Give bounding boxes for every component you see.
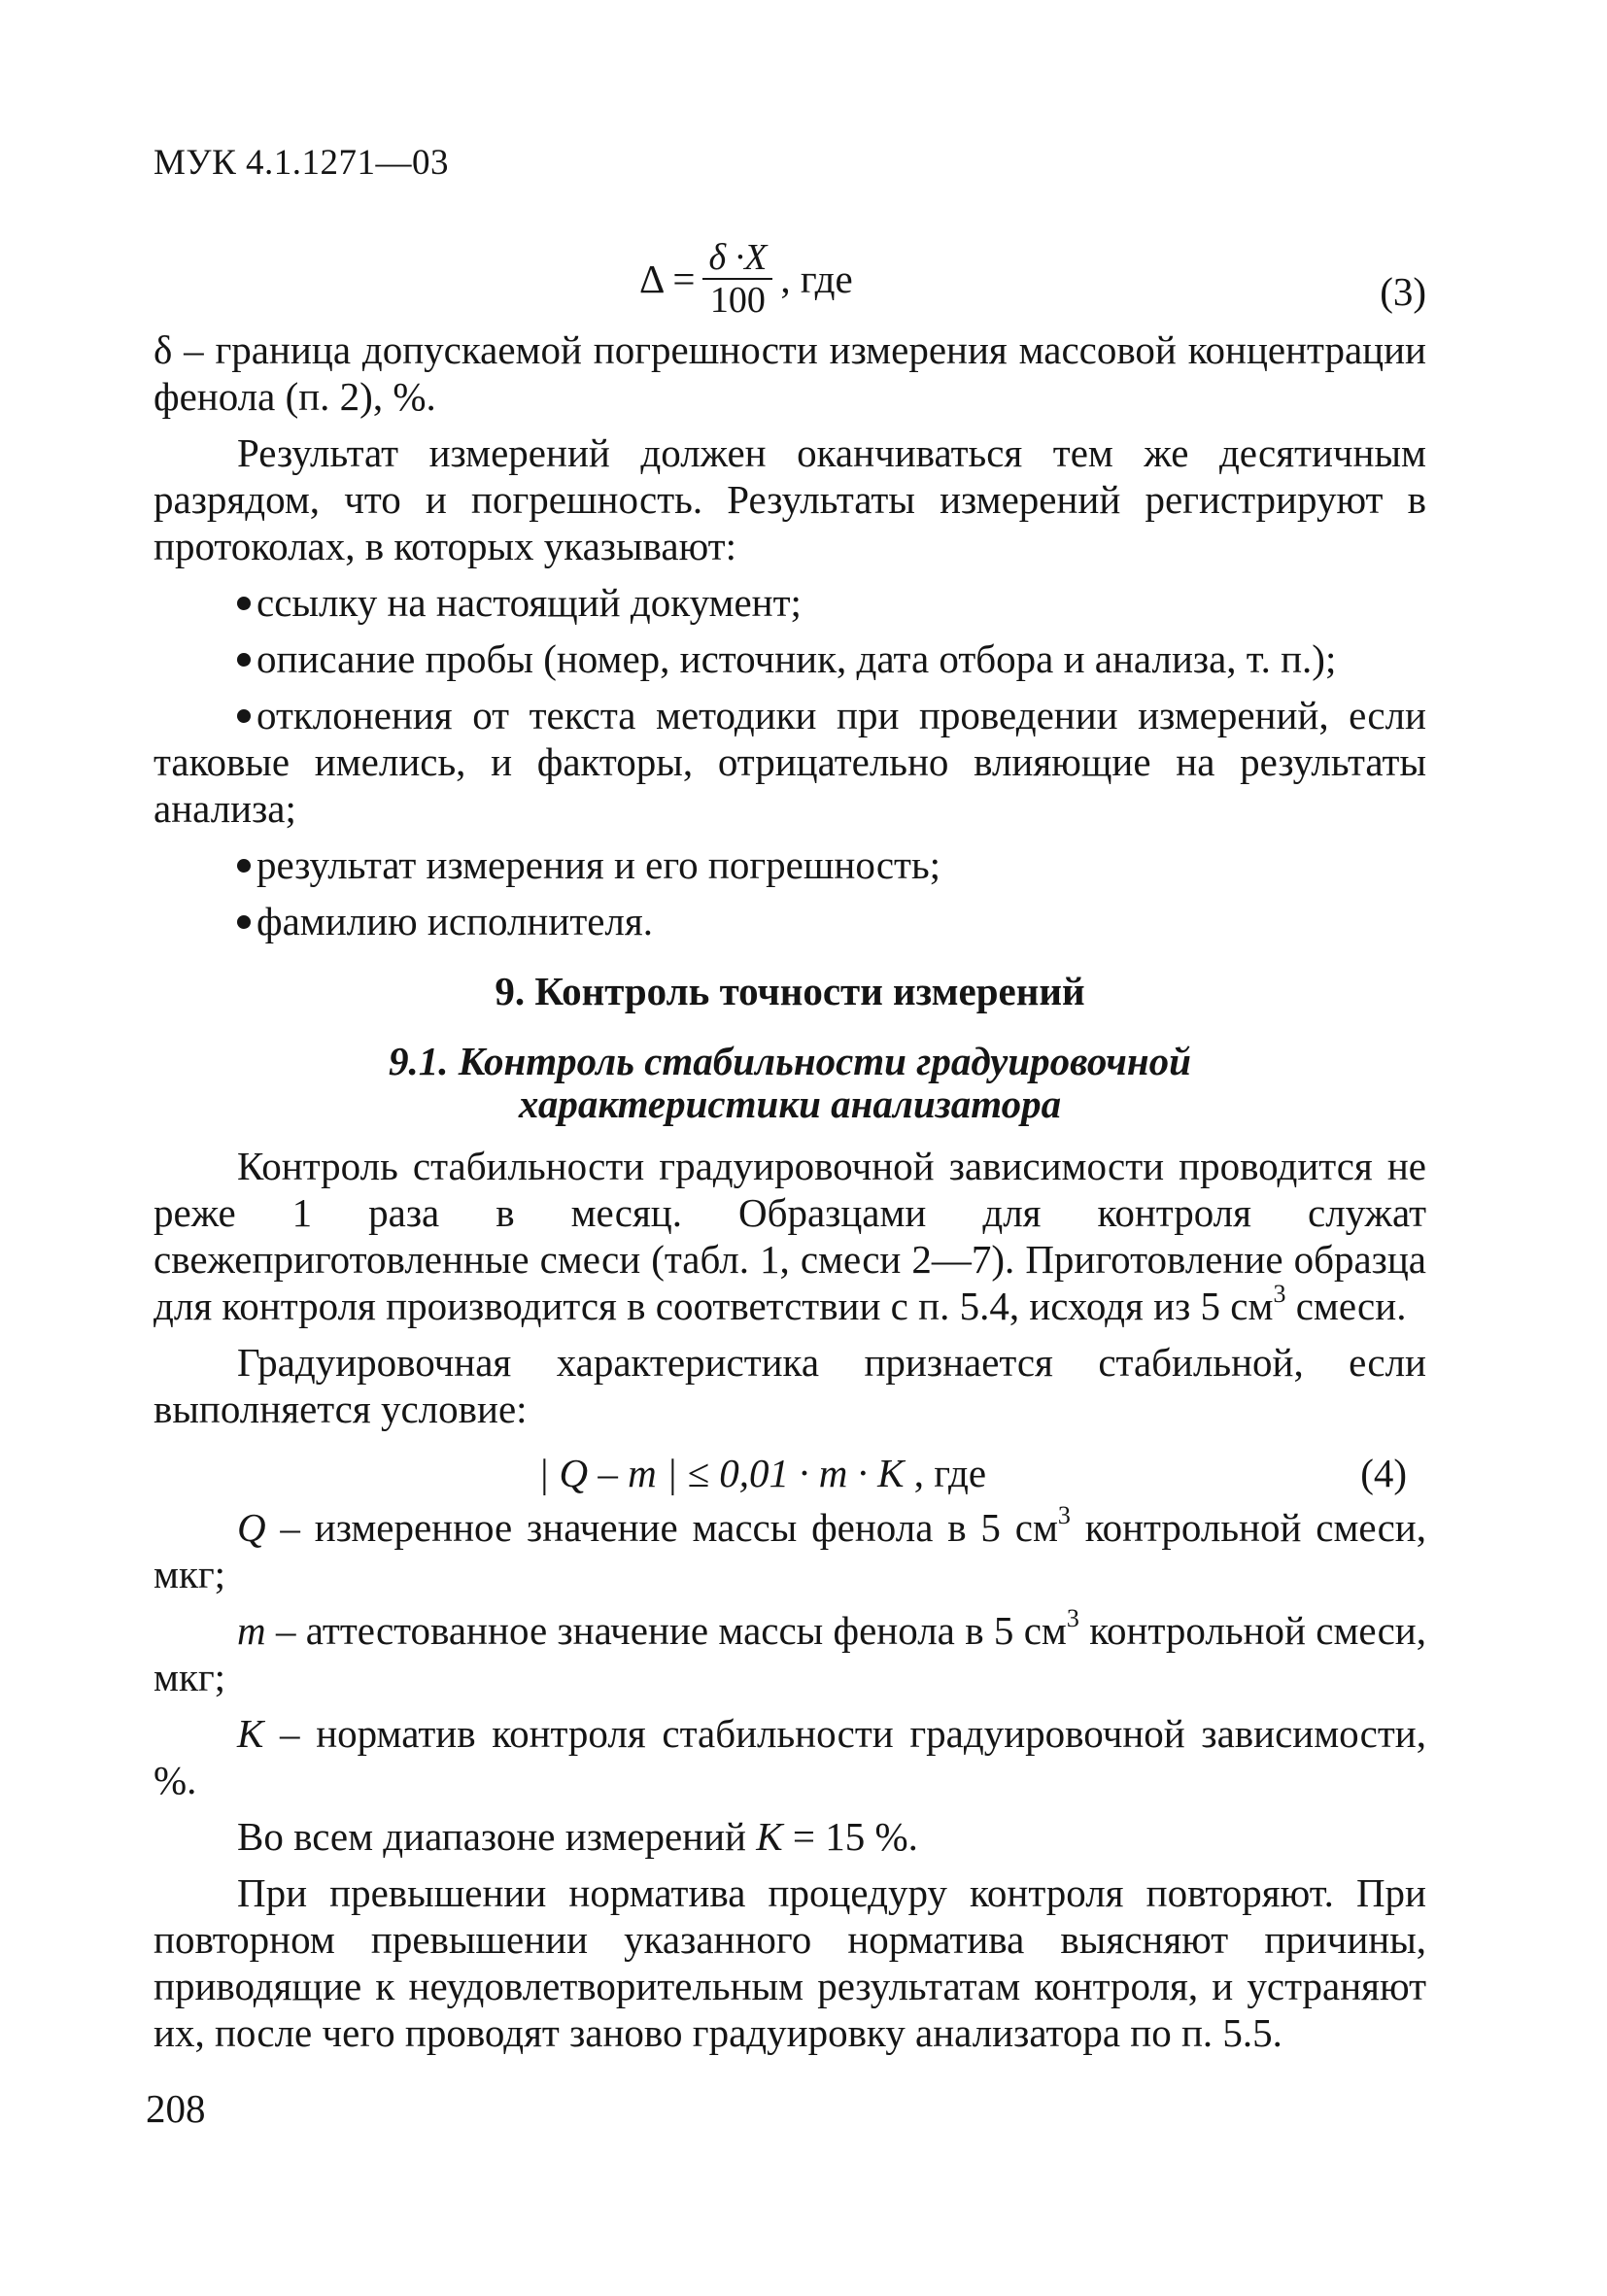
- list-item: [154, 635, 1426, 682]
- k-range: [154, 1813, 1426, 1860]
- control-paragraph-text: Контроль стабильности градуировочной зависимости проводится не реже 1 раза в месяц. Образцами для контроля служат свежеприготовленные смеси (табл. 1, смеси 2—7). Приготовление образца для контроля производится в соответствии с п. 5.4, исходя из 5 см: [154, 1144, 1426, 1328]
- formula-3-number: (3): [1380, 269, 1426, 314]
- section-9-1-title-line-2: характеристики анализатора: [518, 1081, 1062, 1126]
- formula-4-number: (4): [1360, 1451, 1407, 1495]
- m-definition: [154, 1604, 1426, 1700]
- stability-condition: Градуировочная характеристика признается стабильной, если выполняется условие:: [154, 1340, 1426, 1431]
- formula-3: [154, 229, 1426, 326]
- page-number: 208: [146, 2086, 206, 2131]
- k-range-prefix: Во всем диапазоне измерений: [237, 1814, 757, 1859]
- delta-definition: δ – граница допускаемой погрешности измерения массовой концентрации фенола (п. 2), %.: [154, 327, 1426, 419]
- q-definition-text: – измеренное значение массы фенола в 5 см: [265, 1505, 1058, 1550]
- formula-3-lhs: Δ =: [639, 257, 696, 301]
- k-range-symbol: K: [756, 1814, 783, 1859]
- formula-3-denominator: 100: [709, 280, 766, 321]
- formula-3-suffix: , где: [780, 257, 853, 301]
- k-definition-text: – норматив контроля стабильности градуировочной зависимости, %.: [154, 1711, 1426, 1802]
- bullet-icon: [237, 859, 251, 873]
- bullet-icon: [237, 709, 251, 723]
- page-body: [154, 229, 1426, 2056]
- bullet-icon: [237, 653, 251, 667]
- protocol-list: [154, 579, 1426, 944]
- m-definition-text: – аттестованное значение массы фенола в 5 см: [265, 1608, 1067, 1653]
- formula-3-numerator: δ ·X: [702, 237, 772, 280]
- formula-3-fraction: [702, 237, 772, 321]
- list-item-text: фамилию исполнителя.: [256, 899, 653, 943]
- section-9-title: 9. Контроль точности измерений: [495, 969, 1085, 1013]
- formula-4-body: | Q – m | ≤ 0,01 · m · K: [538, 1451, 905, 1495]
- list-item-text: ссылку на настоящий документ;: [256, 580, 802, 625]
- q-definition-tail: контрольной смеси, мкг;: [154, 1505, 1427, 1596]
- q-definition: [154, 1501, 1427, 1597]
- document-code-header: МУК 4.1.1271—03: [154, 143, 450, 183]
- m-definition-tail: контрольной смеси, мкг;: [154, 1608, 1426, 1699]
- exceed-paragraph: При превышении норматива процедуру контроля повторяют. При повторном превышении указанного норматива выясняют причины, приводящие к неудовлетворительным результатам контроля, и устраняют их, после чего проводят заново градуировку анализатора по п. 5.5.: [154, 1870, 1426, 2055]
- control-paragraph-sup: 3: [1273, 1280, 1286, 1308]
- list-item-text: описание пробы (номер, источник, дата отбора и анализа, т. п.);: [256, 636, 1337, 681]
- control-paragraph: [154, 1143, 1426, 1329]
- formula-4-suffix: , где: [913, 1451, 987, 1495]
- list-item-text: результат измерения и его погрешность;: [256, 842, 941, 887]
- q-symbol: Q: [237, 1505, 266, 1550]
- list-item-text: отклонения от текста методики при проведении измерений, если таковые имелись, и факторы, отрицательно влияющие на результаты анализа;: [154, 693, 1426, 831]
- q-definition-sup: 3: [1057, 1501, 1071, 1529]
- result-paragraph: Результат измерений должен оканчиваться тем же десятичным разрядом, что и погрешность. Результаты измерений регистрируют в протоколах, в которых указывают:: [154, 430, 1426, 568]
- section-9-1-title-line-1: 9.1. Контроль стабильности градуировочной: [389, 1039, 1191, 1083]
- m-definition-sup: 3: [1066, 1604, 1079, 1632]
- k-symbol: K: [237, 1711, 264, 1756]
- list-item: [154, 898, 1426, 944]
- bullet-icon: [237, 915, 251, 929]
- list-item: [154, 579, 1426, 626]
- control-paragraph-tail: смеси.: [1285, 1284, 1407, 1328]
- formula-4-expression: [538, 1450, 986, 1496]
- list-item: [154, 841, 1426, 888]
- k-range-value: = 15 %.: [782, 1814, 918, 1859]
- k-definition: [154, 1710, 1426, 1803]
- m-symbol: m: [237, 1608, 266, 1653]
- formula-4: [154, 1446, 1426, 1504]
- section-9-1-title: [154, 1040, 1426, 1125]
- formula-3-expression: [639, 237, 853, 321]
- list-item: [154, 692, 1426, 832]
- bullet-icon: [237, 597, 251, 610]
